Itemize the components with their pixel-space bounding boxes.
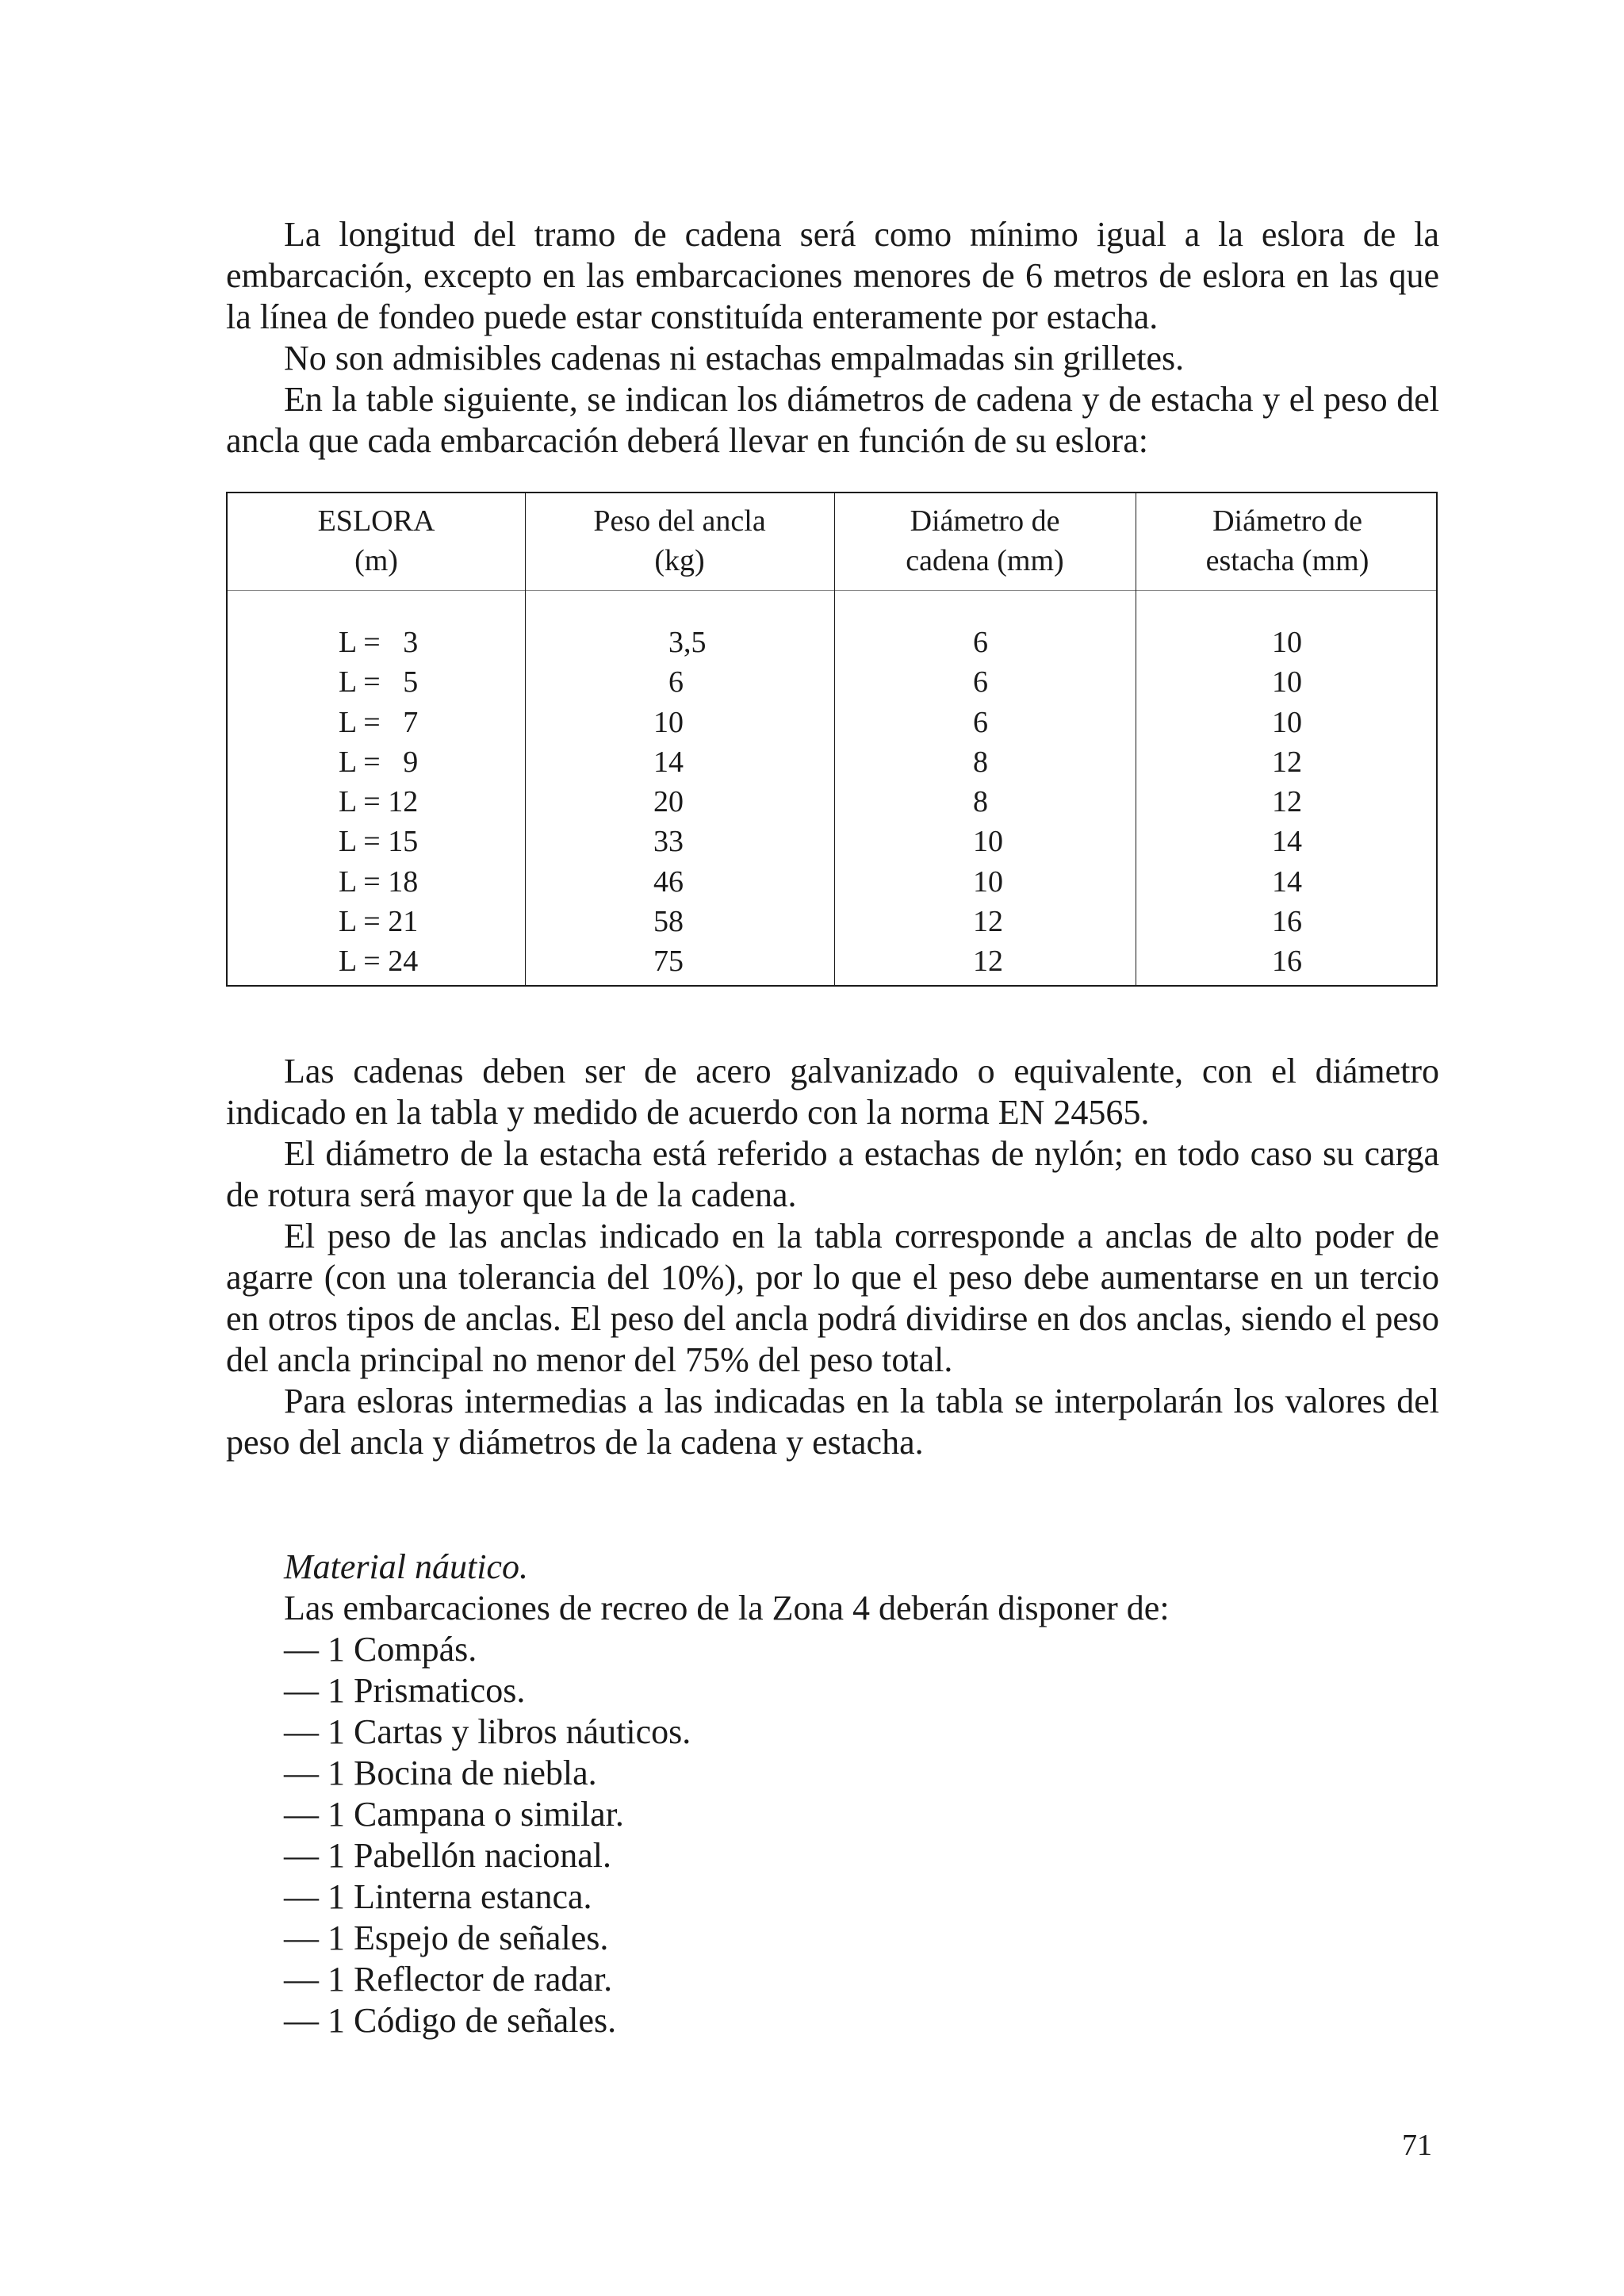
column-eslora: [228, 493, 525, 985]
table-cell: 14: [1272, 864, 1302, 899]
eslora-values: [339, 623, 418, 982]
table-cell: 16: [1272, 905, 1302, 939]
table-cell: 75: [653, 945, 684, 979]
table-cell: L = 3: [339, 626, 419, 659]
table-cell: 6: [973, 626, 988, 659]
table-cell: L = 7: [339, 705, 419, 739]
intro-paragraph: La longitud del tramo de cadena será como mínimo igual a la eslora de la embarcación, excepto en las embarcaciones menores de 6 metros de eslora en las que la línea de fondeo puede estar constituída enteramente por estacha.: [226, 215, 1439, 336]
diametro-estacha-values: [1272, 623, 1302, 982]
table-cell: 3,5: [653, 626, 707, 659]
table-cell: 12: [973, 945, 1003, 979]
list-item: — 1 Pabellón nacional.: [284, 1836, 612, 1875]
table-cell: L = 9: [339, 745, 419, 779]
table-cell: L = 5: [339, 665, 419, 700]
table-cell: 20: [653, 785, 684, 819]
table-cell: 10: [1272, 705, 1302, 739]
list-item: — 1 Cartas y libros náuticos.: [284, 1712, 691, 1751]
table-cell: 10: [973, 864, 1003, 899]
list-item: — 1 Espejo de señales.: [284, 1918, 609, 1957]
table-cell: 10: [1272, 626, 1302, 659]
table-cell: 6: [653, 665, 684, 700]
column-diametro-cadena: [834, 493, 1136, 985]
diametro-cadena-values: [973, 623, 1003, 982]
table-cell: 6: [973, 705, 988, 739]
equipment-list: [284, 1629, 1442, 2041]
list-item: — 1 Prismaticos.: [284, 1671, 526, 1710]
peso-ancla-values: [653, 623, 707, 982]
column-header: ESLORA (m): [317, 504, 435, 577]
anchor-table: [226, 492, 1438, 987]
table-cell: 10: [973, 825, 1003, 859]
table-cell: 46: [653, 864, 684, 899]
table-cell: 58: [653, 905, 684, 939]
body-paragraph: El peso de las anclas indicado en la tabla corresponde a anclas de alto poder de agarre (con una tolerancia del 10%), por lo que el peso debe aumentarse en un tercio en otros tipos de anclas. El peso del ancla podrá dividirse en dos anclas, siendo el peso del ancla principal no menor del 75% del peso total.: [226, 1217, 1439, 1379]
body-section: [226, 1051, 1439, 1463]
section-title: Material náutico.: [284, 1547, 528, 1586]
body-paragraph: Para esloras intermedias a las indicadas en la tabla se interpolarán los valores del peso del ancla y diámetros de la cadena y estacha.: [226, 1382, 1439, 1462]
table-cell: 14: [1272, 825, 1302, 859]
list-item: — 1 Compás.: [284, 1630, 477, 1669]
table-cell: 12: [973, 905, 1003, 939]
list-item: — 1 Linterna estanca.: [284, 1877, 592, 1916]
table-cell: L = 15: [339, 825, 419, 859]
table-cell: L = 21: [339, 905, 419, 939]
table-cell: 8: [973, 745, 988, 779]
column-header: Diámetro de estacha (mm): [1205, 504, 1369, 577]
table-cell: L = 24: [339, 945, 419, 979]
column-header: Peso del ancla (kg): [593, 504, 766, 577]
table-cell: 8: [973, 785, 988, 819]
intro-section: [226, 214, 1439, 462]
intro-paragraph: En la table siguiente, se indican los diámetros de cadena y de estacha y el peso del ancla que cada embarcación deberá llevar en función de su eslora:: [226, 380, 1439, 460]
table-cell: 12: [1272, 785, 1302, 819]
table-cell: L = 18: [339, 864, 419, 899]
table-cell: 14: [653, 745, 684, 779]
list-item: — 1 Reflector de radar.: [284, 1960, 613, 1999]
table-cell: L = 12: [339, 785, 419, 819]
table-cell: 33: [653, 825, 684, 859]
table-cell: 12: [1272, 745, 1302, 779]
list-item: — 1 Campana o similar.: [284, 1795, 624, 1834]
column-diametro-estacha: [1136, 493, 1439, 985]
section-intro: Las embarcaciones de recreo de la Zona 4 deberán disponer de:: [284, 1589, 1170, 1627]
column-peso-ancla: [525, 493, 834, 985]
table-cell: 16: [1272, 945, 1302, 979]
intro-paragraph: No son admisibles cadenas ni estachas empalmadas sin grilletes.: [284, 339, 1185, 378]
list-item: — 1 Código de señales.: [284, 2001, 617, 2040]
material-nautico-section: [284, 1547, 1442, 2041]
document-page: [226, 214, 1439, 2040]
table-cell: 6: [973, 665, 988, 700]
list-item: — 1 Bocina de niebla.: [284, 1754, 597, 1792]
page-number: 71: [1402, 2129, 1432, 2162]
column-header: Diámetro de cadena (mm): [906, 504, 1064, 577]
body-paragraph: El diámetro de la estacha está referido a estachas de nylón; en todo caso su carga de rotura será mayor que la de la cadena.: [226, 1134, 1439, 1214]
table-cell: 10: [1272, 665, 1302, 700]
table-cell: 10: [653, 705, 684, 739]
body-paragraph: Las cadenas deben ser de acero galvanizado o equivalente, con el diámetro indicado en la tabla y medido de acuerdo con la norma EN 24565.: [226, 1052, 1439, 1132]
